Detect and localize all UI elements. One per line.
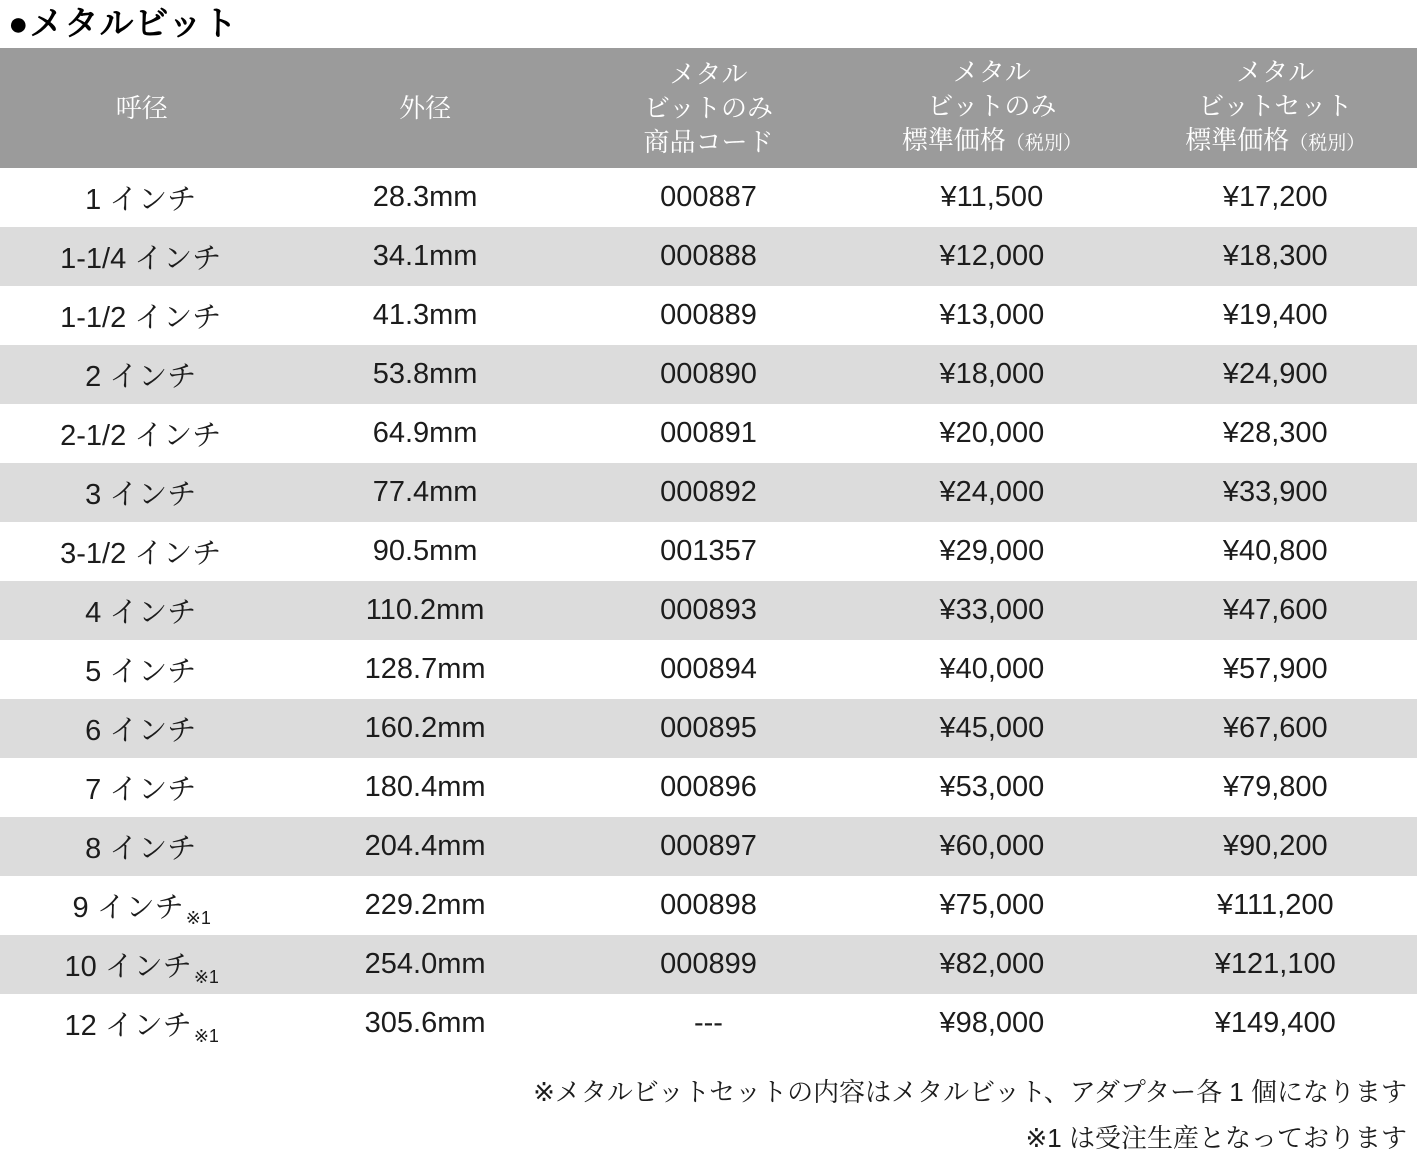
- cell-price-bit-only: ¥11,500: [940, 181, 1044, 213]
- table-row: [0, 699, 1417, 758]
- cell-nominal-size: [0, 699, 283, 758]
- header-label: ビットのみ: [927, 91, 1057, 121]
- cell-price-bit-only: ¥18,000: [850, 345, 1133, 404]
- cell-price-bit-only: ¥75,000: [939, 889, 1045, 921]
- header-label: 呼径: [115, 93, 168, 123]
- header-label: [850, 123, 1133, 161]
- cell-product-code: 001357: [660, 535, 757, 567]
- cell-product-code: 000894: [660, 653, 757, 685]
- table-row: [0, 522, 1417, 581]
- cell-price-bit-only: ¥29,000: [939, 535, 1045, 567]
- nominal-size-value: 5 インチ: [85, 656, 197, 688]
- cell-nominal-size: [0, 522, 283, 581]
- cell-price-bit-only: ¥33,000: [850, 581, 1133, 640]
- cell-product-code: 000889: [660, 299, 757, 331]
- cell-product-code: 000893: [567, 581, 850, 640]
- cell-outer-diameter: 64.9mm: [372, 417, 478, 449]
- header-label: [1134, 123, 1417, 161]
- cell-price-bit-set: ¥67,600: [1134, 699, 1417, 758]
- table-row: [0, 994, 1417, 1053]
- header-label-price: 標準価格: [901, 125, 1006, 155]
- table-row: [0, 758, 1417, 817]
- cell-nominal-size: [0, 758, 283, 817]
- cell-price-bit-set: ¥121,100: [1134, 935, 1417, 994]
- table-header: [0, 48, 1417, 168]
- cell-product-code: 000896: [660, 771, 757, 803]
- table-row: [0, 227, 1417, 286]
- nominal-size-value: 1-1/2 インチ: [60, 302, 222, 334]
- cell-nominal-size: [0, 463, 283, 522]
- cell-price-bit-only: ¥45,000: [850, 699, 1133, 758]
- header-label: ビットセット: [1198, 91, 1353, 121]
- table-row: [0, 463, 1417, 522]
- header-label: ビットのみ: [643, 93, 773, 123]
- header-tax-note: （税別）: [1289, 133, 1366, 154]
- header-tax-note: （税別）: [1005, 133, 1082, 154]
- cell-product-code: 000890: [567, 345, 850, 404]
- cell-nominal-size: [0, 640, 283, 699]
- cell-price-bit-only: ¥60,000: [850, 817, 1133, 876]
- cell-outer-diameter: 180.4mm: [364, 771, 486, 803]
- table-row: [0, 935, 1417, 994]
- header-row: [0, 48, 1417, 168]
- nominal-size-value: 4 インチ: [85, 597, 197, 629]
- header-cell-nominal-size: [0, 48, 283, 168]
- cell-product-code: 000887: [660, 181, 757, 213]
- cell-outer-diameter: 53.8mm: [283, 345, 566, 404]
- cell-nominal-size: [0, 581, 283, 640]
- cell-price-bit-only: ¥82,000: [850, 935, 1133, 994]
- header-cell-product-code: [567, 48, 850, 168]
- header-label: メタル: [1236, 57, 1315, 87]
- cell-outer-diameter: 28.3mm: [372, 181, 478, 213]
- table-row: [0, 817, 1417, 876]
- header-cell-price-bit-set: [1134, 48, 1417, 168]
- cell-outer-diameter: 41.3mm: [372, 299, 478, 331]
- header-label: メタル: [952, 57, 1031, 87]
- footnote-made-to-order: ※1 は受注生産となっております: [1025, 1123, 1407, 1153]
- order-note-marker: ※1: [193, 1025, 219, 1046]
- cell-outer-diameter: 110.2mm: [283, 581, 566, 640]
- table-body: [0, 168, 1417, 1053]
- nominal-size-value: 6 インチ: [85, 715, 197, 747]
- table-row: [0, 168, 1417, 227]
- cell-price-bit-set: ¥19,400: [1222, 299, 1328, 331]
- cell-outer-diameter: 77.4mm: [283, 463, 566, 522]
- header-cell-price-bit-only: [850, 48, 1133, 168]
- cell-outer-diameter: 90.5mm: [372, 535, 478, 567]
- cell-product-code: 000888: [567, 227, 850, 286]
- cell-price-bit-set: ¥24,900: [1134, 345, 1417, 404]
- cell-nominal-size: [0, 935, 283, 994]
- nominal-size-value: 9 インチ: [72, 892, 184, 924]
- nominal-size-value: 8 インチ: [85, 833, 197, 865]
- cell-outer-diameter: 204.4mm: [283, 817, 566, 876]
- cell-price-bit-set: ¥17,200: [1222, 181, 1328, 213]
- cell-product-code: ---: [693, 1007, 723, 1039]
- cell-price-bit-only: ¥40,000: [939, 653, 1045, 685]
- nominal-size-value: 1 インチ: [85, 184, 197, 216]
- cell-price-bit-set: ¥149,400: [1214, 1007, 1336, 1039]
- cell-nominal-size: [0, 227, 283, 286]
- cell-nominal-size: [0, 168, 283, 227]
- footnote-set-contents: ※メタルビットセットの内容はメタルビット、アダプター各 1 個になります: [533, 1077, 1407, 1107]
- footnotes: [0, 1053, 1417, 1161]
- table-row: [0, 404, 1417, 463]
- order-note-marker: ※1: [185, 907, 211, 928]
- header-cell-outer-diameter: [283, 48, 566, 168]
- cell-nominal-size: [0, 817, 283, 876]
- table-row: [0, 640, 1417, 699]
- cell-price-bit-only: ¥53,000: [939, 771, 1045, 803]
- nominal-size-value: 7 インチ: [85, 774, 197, 806]
- cell-nominal-size: [0, 286, 283, 345]
- cell-price-bit-only: ¥24,000: [850, 463, 1133, 522]
- header-label: メタル: [669, 59, 748, 89]
- cell-price-bit-only: ¥98,000: [939, 1007, 1045, 1039]
- nominal-size-value: 3-1/2 インチ: [60, 538, 222, 570]
- order-note-marker: ※1: [193, 966, 219, 987]
- cell-outer-diameter: 160.2mm: [283, 699, 566, 758]
- table-row: [0, 581, 1417, 640]
- cell-outer-diameter: 34.1mm: [283, 227, 566, 286]
- cell-price-bit-set: ¥28,300: [1222, 417, 1328, 449]
- nominal-size-value: 12 インチ: [64, 1010, 192, 1042]
- cell-nominal-size: [0, 994, 283, 1053]
- cell-price-bit-only: ¥20,000: [939, 417, 1045, 449]
- cell-product-code: 000899: [567, 935, 850, 994]
- cell-product-code: 000898: [660, 889, 757, 921]
- cell-price-bit-set: ¥111,200: [1216, 889, 1334, 921]
- nominal-size-value: 3 インチ: [85, 479, 197, 511]
- cell-price-bit-only: ¥13,000: [939, 299, 1045, 331]
- cell-product-code: 000892: [567, 463, 850, 522]
- nominal-size-value: 2 インチ: [85, 361, 197, 393]
- table-row: [0, 345, 1417, 404]
- cell-nominal-size: [0, 404, 283, 463]
- table-row: [0, 876, 1417, 935]
- page-title: ●メタルビット: [8, 5, 239, 43]
- cell-product-code: 000895: [567, 699, 850, 758]
- header-label: 商品コード: [643, 127, 774, 157]
- price-table: [0, 48, 1417, 1053]
- cell-price-bit-set: ¥79,800: [1222, 771, 1328, 803]
- cell-price-bit-set: ¥40,800: [1222, 535, 1328, 567]
- nominal-size-value: 2-1/2 インチ: [60, 420, 222, 452]
- header-label: 外径: [399, 93, 452, 123]
- header-label-price: 標準価格: [1185, 125, 1290, 155]
- cell-nominal-size: [0, 876, 283, 935]
- cell-nominal-size: [0, 345, 283, 404]
- cell-price-bit-set: ¥90,200: [1134, 817, 1417, 876]
- cell-price-bit-set: ¥33,900: [1134, 463, 1417, 522]
- cell-price-bit-set: ¥18,300: [1134, 227, 1417, 286]
- cell-price-bit-set: ¥47,600: [1134, 581, 1417, 640]
- cell-price-bit-set: ¥57,900: [1222, 653, 1328, 685]
- cell-outer-diameter: 305.6mm: [364, 1007, 486, 1039]
- cell-product-code: 000891: [660, 417, 757, 449]
- table-row: [0, 286, 1417, 345]
- cell-price-bit-only: ¥12,000: [850, 227, 1133, 286]
- cell-outer-diameter: 254.0mm: [283, 935, 566, 994]
- nominal-size-value: 10 インチ: [64, 951, 192, 983]
- cell-outer-diameter: 128.7mm: [364, 653, 486, 685]
- cell-outer-diameter: 229.2mm: [364, 889, 486, 921]
- nominal-size-value: 1-1/4 インチ: [60, 243, 222, 275]
- cell-product-code: 000897: [567, 817, 850, 876]
